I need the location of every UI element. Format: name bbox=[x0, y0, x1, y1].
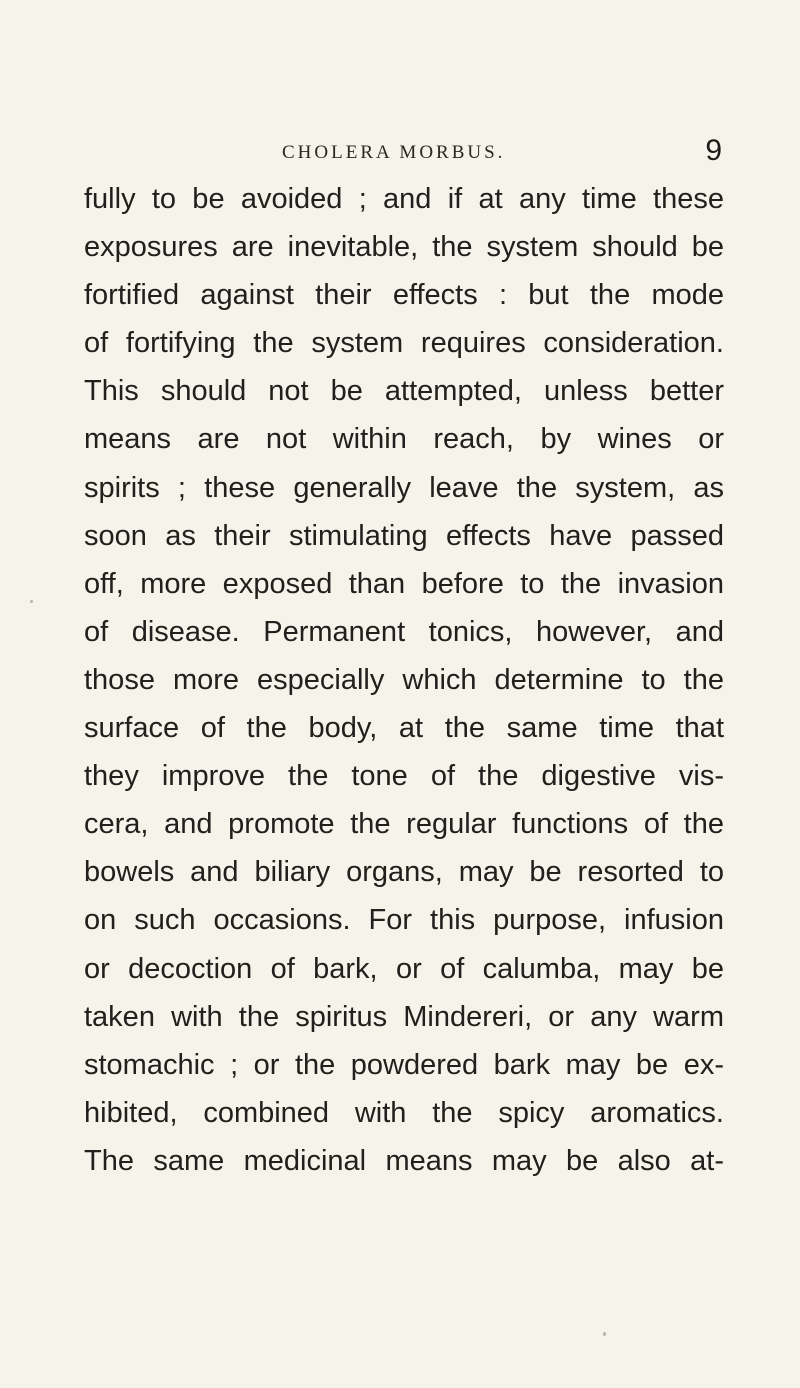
paper-speck bbox=[603, 1332, 606, 1336]
text-line-12: surface of the body, at the same time that bbox=[84, 712, 724, 745]
text-line-14: cera, and promote the regular functions of the bbox=[84, 808, 724, 841]
text-line-1: fully to be avoided ; and if at any time these bbox=[84, 183, 724, 215]
paper-speck bbox=[30, 600, 33, 603]
text-line-19: stomachic ; or the powdered bark may be ex- bbox=[84, 1048, 724, 1081]
text-line-18: taken with the spiritus Mindereri, or any warm bbox=[84, 1000, 724, 1033]
text-line-10: of disease. Permanent tonics, however, and bbox=[84, 615, 724, 648]
text-line-4: of fortifying the system requires consideration. bbox=[84, 327, 724, 360]
text-line-9: off, more exposed than before to the invasion bbox=[84, 567, 724, 600]
text-line-3: fortified against their effects : but the mode bbox=[84, 279, 724, 312]
text-line-16: on such occasions. For this purpose, infusion bbox=[84, 904, 724, 937]
text-line-2: exposures are inevitable, the system should be bbox=[84, 231, 724, 264]
text-line-17: or decoction of bark, or of calumba, may be bbox=[84, 952, 724, 985]
text-line-5: This should not be attempted, unless better bbox=[84, 375, 724, 408]
text-line-15: bowels and biliary organs, may be resorted to bbox=[84, 856, 724, 889]
text-line-7: spirits ; these generally leave the system, as bbox=[84, 471, 724, 504]
text-line-13: they improve the tone of the digestive vis- bbox=[84, 760, 724, 793]
text-line-6: means are not within reach, by wines or bbox=[84, 423, 724, 456]
running-head bbox=[90, 134, 720, 168]
text-line-20: hibited, combined with the spicy aromatics. bbox=[84, 1096, 724, 1129]
text-line-8: soon as their stimulating effects have passed bbox=[84, 519, 724, 552]
text-line-11: those more especially which determine to the bbox=[84, 663, 724, 696]
page-number: 9 bbox=[705, 134, 722, 167]
text-line-21: The same medicinal means may be also at- bbox=[84, 1144, 724, 1177]
body-text bbox=[84, 175, 724, 1185]
running-title: CHOLERA MORBUS. bbox=[282, 142, 506, 163]
